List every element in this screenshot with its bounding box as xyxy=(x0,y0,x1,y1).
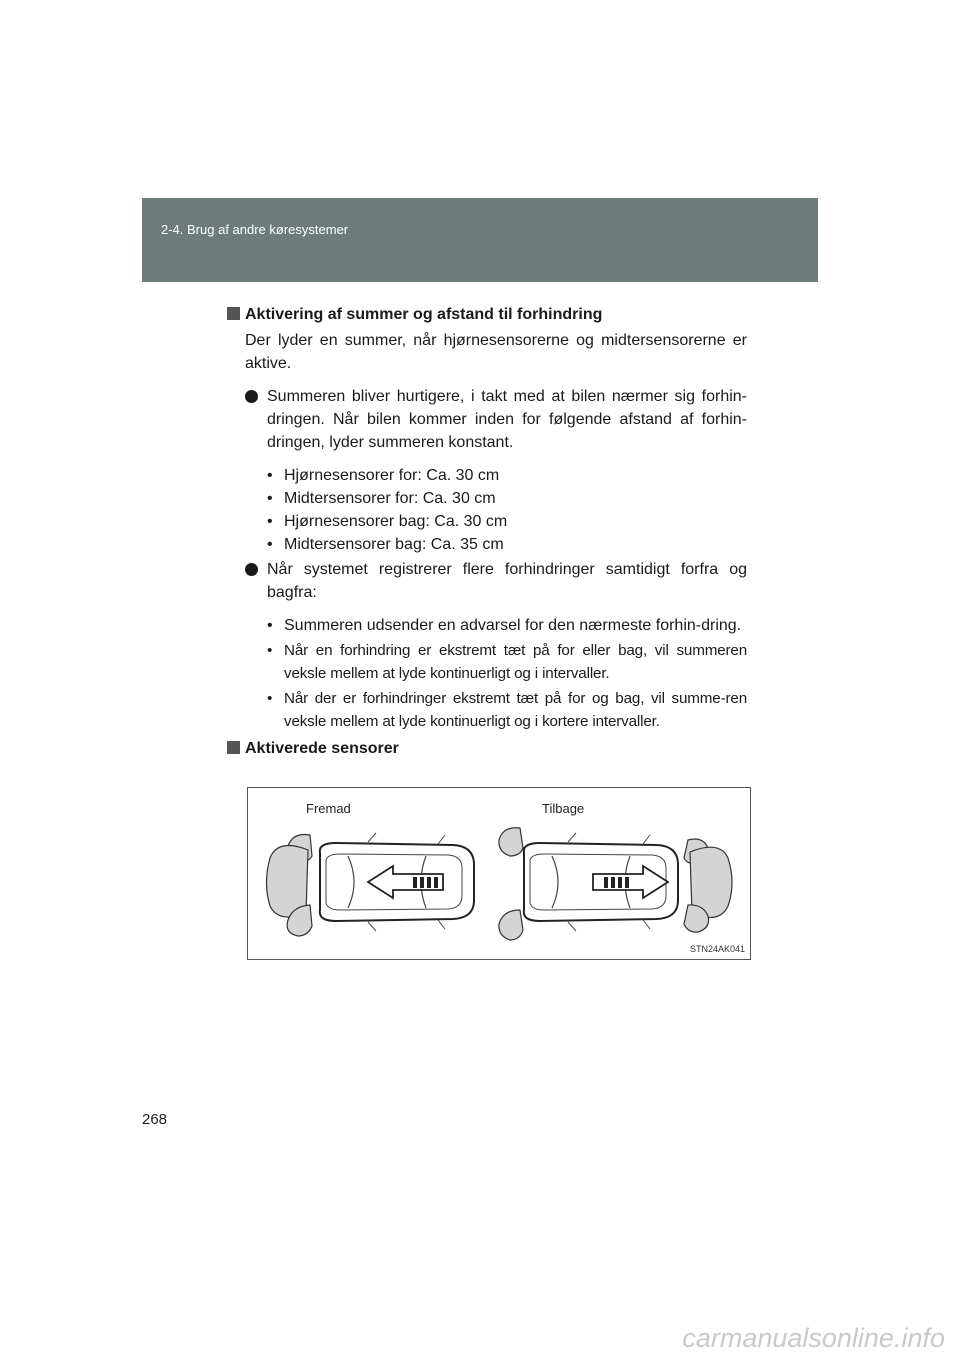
label-reverse: Tilbage xyxy=(542,801,585,816)
corner-sensor-zone-reverse-front-bottom xyxy=(499,910,523,940)
list-item: • Summeren udsender en advarsel for den nærmeste forhin-dring. xyxy=(267,617,742,634)
round-bullet-icon xyxy=(245,563,258,576)
page-number: 268 xyxy=(142,1111,168,1128)
list-item: • Midtersensorer for: Ca. 30 cm xyxy=(267,490,496,507)
list-item: • Hjørnesensorer bag: Ca. 30 cm xyxy=(267,513,508,530)
main-content xyxy=(227,303,747,760)
corner-sensor-zone-reverse-front-top xyxy=(499,828,523,856)
list-item: • Hjørnesensorer for: Ca. 30 cm xyxy=(267,467,500,484)
heading-buzzer-distance: Aktivering af summer og afstand til forhindring xyxy=(227,303,747,326)
distance-list xyxy=(227,464,747,556)
square-bullet-icon xyxy=(227,741,240,754)
section-title: 2-4. Brug af andre køresystemer xyxy=(161,222,349,237)
figure-code: STN24AK041 xyxy=(689,944,745,954)
label-forward: Fremad xyxy=(306,801,351,816)
list-item: • Når der er forhindringer ekstremt tæt på for og bag, vil summe-ren veksle mellem at lyde kontinuerligt og i kortere intervaller. xyxy=(267,690,747,730)
reverse-car-group xyxy=(499,828,732,940)
heading-active-sensors: Aktiverede sensorer xyxy=(227,737,747,760)
warning-list xyxy=(227,614,747,733)
bullet-multiple-obstacles: Når systemet registrerer flere forhindringer samtidigt forfra og bagfra: xyxy=(227,558,747,604)
square-bullet-icon xyxy=(227,307,240,320)
round-bullet-icon xyxy=(245,390,258,403)
forward-car-group xyxy=(267,833,475,936)
watermark: carmanualsonline.info xyxy=(682,1323,945,1353)
sensor-diagram xyxy=(247,787,751,960)
section-header-bar xyxy=(142,198,818,282)
bullet-buzzer-speed: Summeren bliver hurtigere, i takt med at bilen nærmer sig forhin-dringen. Når bilen kommer inden for følgende afstand af forhin-dringen, lyder summeren konstant. xyxy=(227,385,747,454)
list-item: • Når en forhindring er ekstremt tæt på for eller bag, vil summeren veksle mellem at lyde kontinuerligt og i intervaller. xyxy=(267,642,747,682)
list-item: • Midtersensorer bag: Ca. 35 cm xyxy=(267,536,504,553)
intro-paragraph: Der lyder en summer, når hjørnesensorerne og midtersensorerne er aktive. xyxy=(245,332,747,372)
